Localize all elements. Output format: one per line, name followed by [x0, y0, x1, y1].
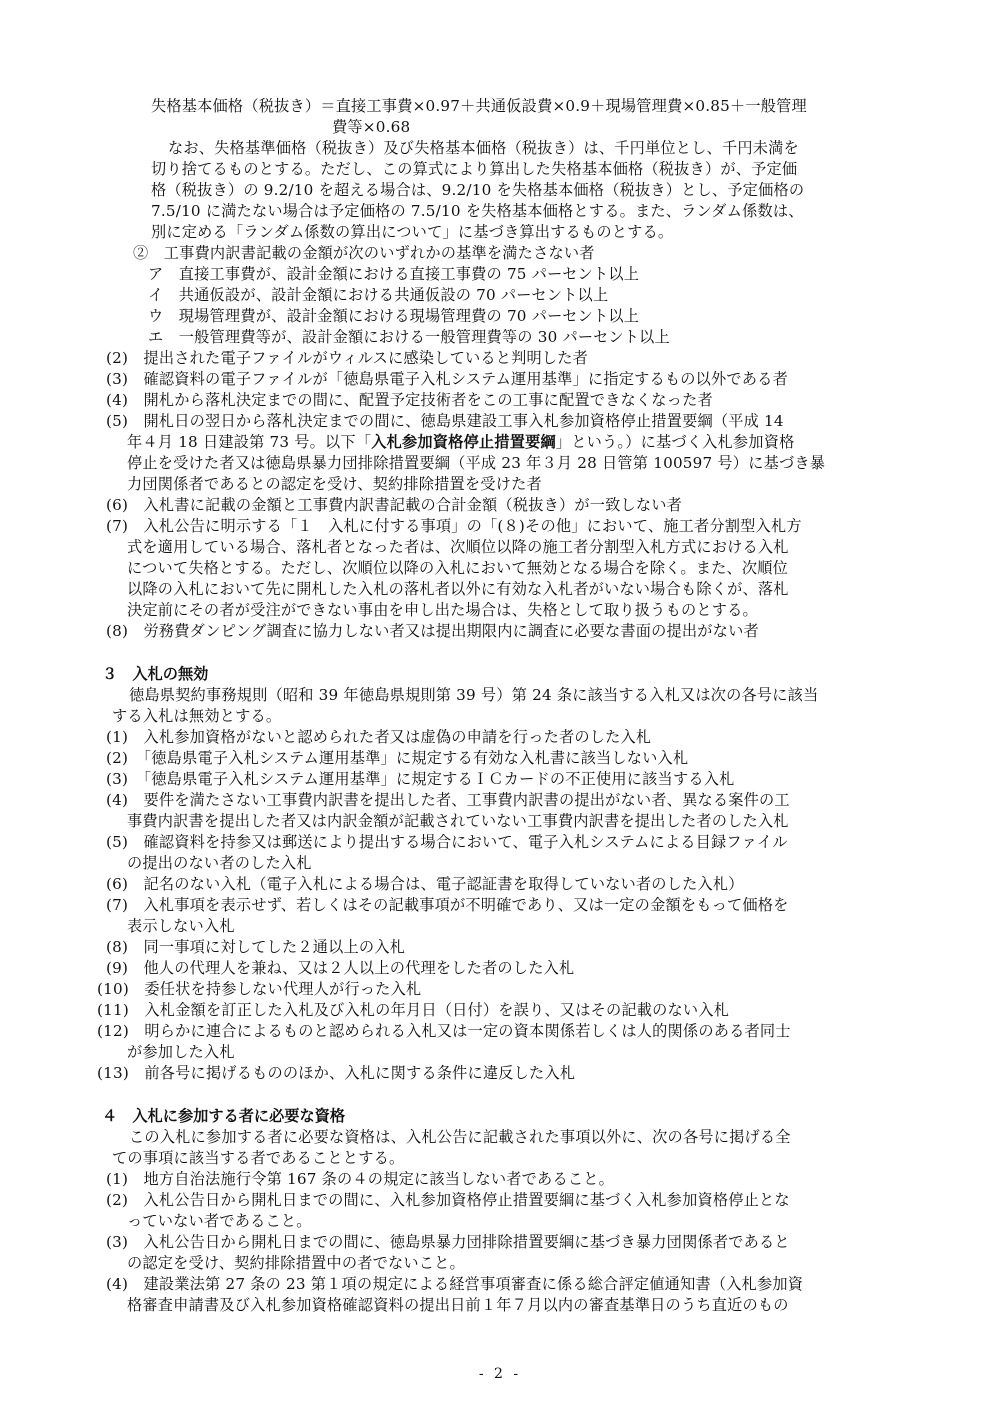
list-item: (6) 記名のない入札（電子入札による場合は、電子認証書を取得していない者のした入札） — [106, 875, 744, 893]
note-line: なお、失格基準価格（税抜き）及び失格基本価格（税抜き）は、千円単位とし、千円未満を — [168, 139, 799, 157]
list-item-line: 事費内訳書を提出した者又は内訳金額が記載されていない工事費内訳書を提出した者のした入札 — [127, 812, 789, 830]
intro-line: 徳島県契約事務規則（昭和 39 年徳島県規則第 39 号）第 24 条に該当する入札又は次の各号に該当 — [129, 686, 819, 704]
list-item: (5) 確認資料を持参又は郵送により提出する場合において、電子入札システムによる目録ファイル — [106, 833, 788, 851]
list-item: (4) 建設業法第 27 条の 23 第１項の規定による経営事項審査に係る総合評定値通知書（入札参加資 — [106, 1275, 804, 1293]
list-item: (2) 入札公告日から開札日までの間に、入札参加資格停止措置要綱に基づく入札参加資格停止とな — [106, 1191, 790, 1209]
list-item: ア 直接工事費が、設計金額における直接工事費の 75 パーセント以上 — [148, 265, 640, 283]
list-item-line: 式を適用している場合、落札者となった者は、次順位以降の施工者分割型入札方式における入札 — [127, 538, 789, 556]
list-item-line: 力団関係者であるとの認定を受け、契約排除措置を受けた者 — [127, 475, 542, 493]
list-item: (8) 同一事項に対してした２通以上の入札 — [106, 938, 406, 956]
note-line: 7.5/10 に満たない場合は予定価格の 7.5/10 を失格基本価格とする。また、ランダム係数は、 — [151, 202, 804, 220]
list-item: (1) 入札参加資格がないと認められた者又は虚偽の申請を行った者のした入札 — [106, 728, 652, 746]
list-item: ② 工事費内訳書記載の金額が次のいずれかの基準を満たさない者 — [133, 244, 595, 262]
list-item-line: 以降の入札において先に開札した入札の落札者以外に有効な入札者がいない場合も除くが、落札 — [127, 580, 789, 598]
formula-line: 失格基本価格（税抜き）＝直接工事費×0.97＋共通仮設費×0.9＋現場管理費×0.85＋一般管理 — [151, 97, 807, 115]
list-item: (9) 他人の代理人を兼ね、又は２人以上の代理をした者のした入札 — [106, 959, 575, 977]
note-line: 別に定める「ランダム係数の算出について」に基づき算出するものとする。 — [151, 223, 674, 241]
section-heading: ４ 入札に参加する者に必要な資格 — [102, 1107, 345, 1125]
list-item-line: 停止を受けた者又は徳島県暴力団排除措置要綱（平成 23 年３月 28 日管第 100597 号）に基づき暴 — [127, 454, 826, 472]
list-item: (7) 入札公告に明示する「１ 入札に付する事項」の「(８)その他」において、施工者分割型入札方 — [106, 517, 802, 535]
list-item-line: 決定前にその者が受注ができない事由を申し出た場合は、失格として取り扱うものとする。 — [127, 601, 758, 619]
list-item-line: の提出のない者のした入札 — [127, 854, 312, 872]
list-item: (10) 委任状を持参しない代理人が行った入札 — [97, 980, 422, 998]
list-item-line: について失格とする。ただし、次順位以降の入札において無効となる場合を除く。また、次順位 — [127, 559, 789, 577]
list-item: (3) 入札公告日から開札日までの間に、徳島県暴力団排除措置要綱に基づき暴力団関係者であると — [106, 1233, 790, 1251]
list-item: (2) 「徳島県電子入札システム運用基準」に規定する有効な入札書に該当しない入札 — [106, 749, 689, 767]
list-item: (3) 「徳島県電子入札システム運用基準」に規定するＩＣカードの不正使用に該当する入札 — [106, 770, 735, 788]
list-item: (7) 入札事項を表示せず、若しくはその記載事項が不明確であり、又は一定の金額をもって価格を — [106, 896, 789, 914]
text-span: 年４月 18 日建設第 73 号。以下「 — [127, 433, 372, 451]
list-item: (8) 労務費ダンピング調査に協力しない者又は提出期限内に調査に必要な書面の提出がない者 — [106, 622, 759, 640]
list-item: (3) 確認資料の電子ファイルが「徳島県電子入札システム運用基準」に指定するもの以外である者 — [106, 370, 788, 388]
intro-line: この入札に参加する者に必要な資格は、入札公告に記載された事項以外に、次の各号に掲げる全 — [129, 1128, 791, 1146]
list-item-line — [127, 432, 794, 452]
list-item: (13) 前各号に掲げるもののほか、入札に関する条件に違反した入札 — [97, 1064, 576, 1082]
list-item: (4) 開札から落札決定までの間に、配置予定技術者をこの工事に配置できなくなった者 — [106, 391, 713, 409]
list-item: イ 共通仮設が、設計金額における共通仮設の 70 パーセント以上 — [148, 286, 609, 304]
bold-term: 入札参加資格停止措置要綱 — [371, 433, 556, 451]
list-item-line: が参加した入札 — [127, 1043, 235, 1061]
list-item: ウ 現場管理費が、設計金額における現場管理費の 70 パーセント以上 — [148, 307, 640, 325]
formula-line: 費等×0.68 — [332, 118, 411, 136]
list-item: (1) 地方自治法施行令第 167 条の４の規定に該当しない者であること。 — [106, 1170, 614, 1188]
list-item: (11) 入札金額を訂正した入札及び入札の年月日（日付）を誤り、又はその記載のない入札 — [97, 1001, 730, 1019]
list-item: エ 一般管理費等が、設計金額における一般管理費等の 30 パーセント以上 — [148, 328, 670, 346]
list-item-line: っていない者であること。 — [127, 1212, 312, 1230]
list-item: (12) 明らかに連合によるものと認められる入札又は一定の資本関係若しくは人的関係のある者同士 — [97, 1022, 791, 1040]
list-item: (6) 入札書に記載の金額と工事費内訳書記載の合計金額（税抜き）が一致しない者 — [106, 496, 683, 514]
list-item-line: 表示しない入札 — [127, 917, 235, 935]
list-item: (4) 要件を満たさない工事費内訳書を提出した者、工事費内訳書の提出がない者、異なる案件の工 — [106, 791, 790, 809]
list-item-line: 格審査申請書及び入札参加資格確認資料の提出日前１年７月以内の審査基準日のうち直近のもの — [127, 1296, 789, 1314]
note-line: 格（税抜き）の 9.2/10 を超える場合は、9.2/10 を失格基本価格（税抜き）とし、予定価格の — [151, 181, 805, 199]
list-item: (5) 開札日の翌日から落札決定までの間に、徳島県建設工事入札参加資格停止措置要綱（平成 14 — [106, 412, 784, 430]
list-item: (2) 提出された電子ファイルがウィルスに感染していると判明した者 — [106, 349, 589, 367]
intro-line: ての事項に該当する者であることとする。 — [112, 1149, 405, 1167]
page-number: - 2 - — [478, 1366, 522, 1382]
list-item-line: の認定を受け、契約排除措置中の者でないこと。 — [127, 1254, 465, 1272]
text-span: 」という。）に基づく入札参加資格 — [555, 433, 795, 451]
intro-line: する入札は無効とする。 — [112, 707, 282, 725]
section-heading: ３ 入札の無効 — [102, 665, 209, 683]
note-line: 切り捨てるものとする。ただし、この算式により算出した失格基本価格（税抜き）が、予定価 — [151, 160, 798, 178]
